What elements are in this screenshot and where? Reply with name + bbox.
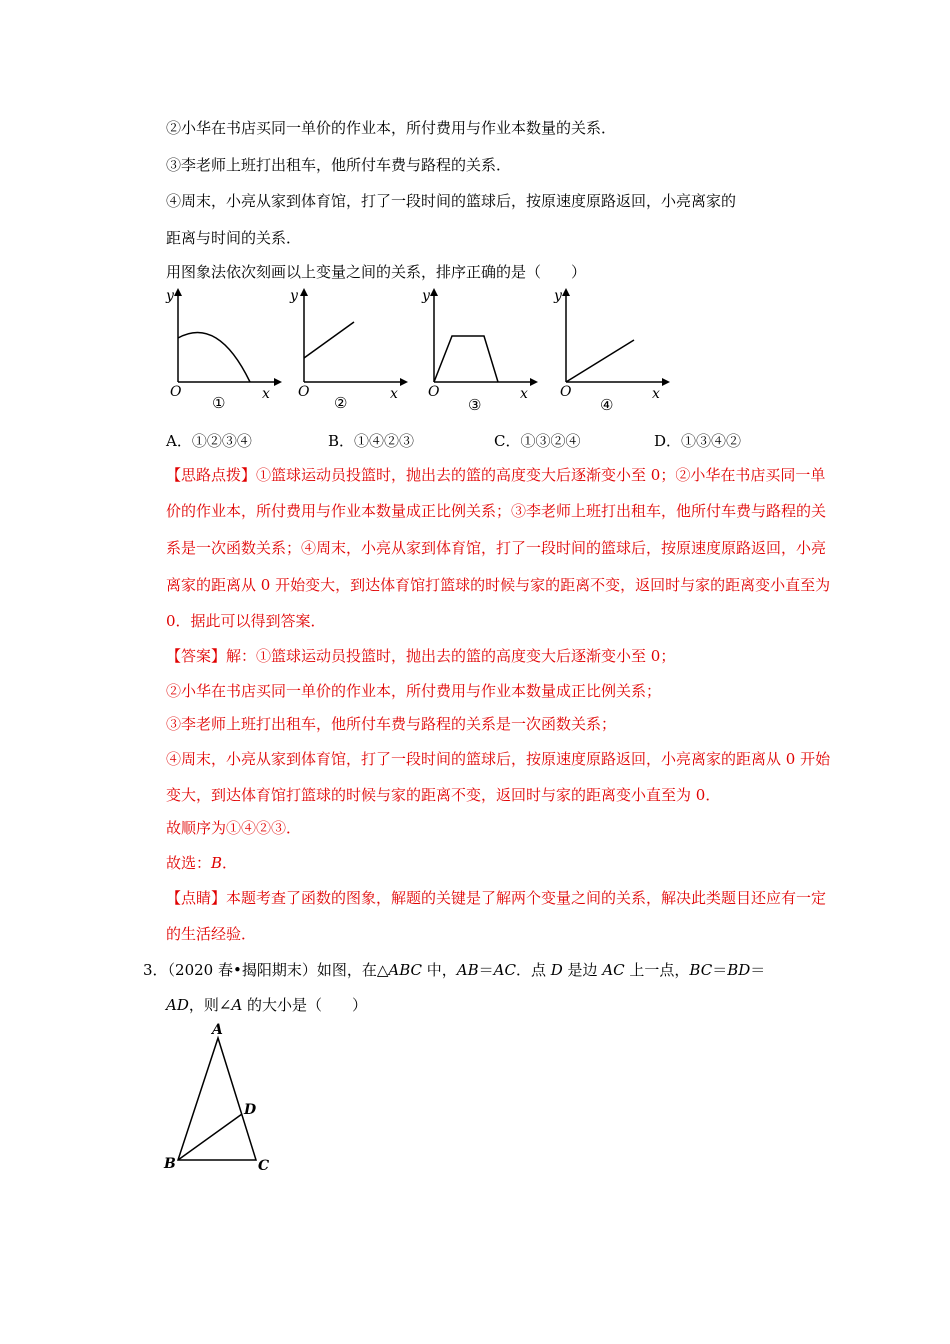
segment-bd (178, 1114, 242, 1160)
question-text: 用图象法依次刻画以上变量之间的关系，排序正确的是（ ） (166, 263, 587, 281)
q3-t8: 是边 (562, 961, 603, 979)
q3-t13: BD (727, 961, 751, 979)
graph-4 (550, 286, 670, 414)
option-c: C．①③②④ (494, 432, 581, 450)
graph-4-y-label: y (554, 288, 562, 304)
comment-line-1: 【点睛】本题考查了函数的图象，解题的关键是了解两个变量之间的关系，解决此类题目还应有一定 (166, 889, 827, 907)
answer-choice (166, 853, 237, 873)
comment-line-2: 的生活经验． (166, 925, 257, 943)
graph-3-origin: O (428, 384, 440, 400)
vertex-a-label: A (212, 1022, 223, 1038)
vertex-c-label: C (258, 1158, 270, 1174)
intro-line-2: ②小华在书店买同一单价的作业本，所付费用与作业本数量的关系． (166, 119, 617, 137)
graph-4-label: ④ (600, 396, 614, 414)
q3-t5: AC (493, 961, 516, 979)
graph-2-origin: O (298, 384, 310, 400)
answer-line-3: ③李老师上班打出租车，他所付车费与路程的关系是一次函数关系； (166, 715, 617, 733)
q3-t10: 上一点， (624, 961, 690, 979)
hint-line-1: 【思路点拨】①篮球运动员投篮时，抛出去的篮的高度变大后逐渐变小至 0；②小华在书店买同一单 (166, 466, 826, 484)
q3-t12: ＝ (712, 961, 728, 979)
option-a: A．①②③④ (166, 432, 252, 450)
graph-1-label: ① (212, 394, 226, 412)
graph-3-trapezoid (434, 336, 498, 382)
intro-line-4-cont: 距离与时间的关系． (166, 229, 302, 247)
graph-1-y-label: y (166, 288, 174, 304)
question-3-line-2 (166, 995, 367, 1015)
graph-2-label: ② (334, 394, 348, 412)
answer-order: 故顺序为①④②③． (166, 819, 302, 837)
graph-3-label: ③ (468, 396, 482, 414)
hint-line-2: 价的作业本，所付费用与作业本数量成正比例关系；③李老师上班打出租车，他所付车费与路程的关 (166, 502, 827, 520)
vertex-b-label: B (164, 1156, 176, 1172)
question-3-number: 3． (143, 961, 168, 979)
q3-source: （2020 春•揭阳期末）如图，在△ (167, 961, 389, 979)
graph-2-line (304, 322, 354, 358)
q3-l2a: AD (166, 996, 189, 1014)
triangle-figure (160, 1020, 290, 1184)
answer-line-2: ②小华在书店买同一单价的作业本，所付费用与作业本数量成正比例关系； (166, 682, 662, 700)
hint-line-5: 0．据此可以得到答案． (166, 612, 326, 630)
q3-t11: BC (689, 961, 713, 979)
triangle-abc (178, 1038, 256, 1160)
q3-t9: AC (602, 961, 625, 979)
hint-line-4: 离家的距离从 0 开始变大，到达体育馆打篮球的时候与家的距离不变，返回时与家的距离变小直至为 (166, 576, 831, 594)
option-b: B．①④②③ (328, 432, 415, 450)
intro-line-4: ④周末，小亮从家到体育馆，打了一段时间的篮球后，按原速度原路返回，小亮离家的 (166, 192, 737, 210)
graph-3-x-label: x (520, 386, 528, 402)
graph-4-origin: O (560, 384, 572, 400)
answer-line-4: ④周末，小亮从家到体育馆，打了一段时间的篮球后，按原速度原路返回，小亮离家的距离从 0 开始 (166, 750, 831, 768)
graph-1-x-label: x (262, 386, 270, 402)
graph-1-curve (178, 333, 250, 383)
q3-t1: ABC (388, 961, 422, 979)
q3-t3: AB (456, 961, 479, 979)
point-d-label: D (244, 1102, 257, 1118)
graph-4-x-label: x (652, 386, 660, 402)
q3-l2b: ，则∠ (188, 996, 232, 1014)
graph-2-x-label: x (390, 386, 398, 402)
answer-choice-prefix: 故选： (166, 854, 212, 872)
q3-l2d: 的大小是（ ） (242, 996, 368, 1014)
graph-2-y-label: y (290, 288, 298, 304)
answer-choice-end: ． (222, 854, 238, 872)
q3-t7: D (550, 961, 563, 979)
question-3-line-1 (143, 960, 765, 980)
option-d: D．①③④② (654, 432, 742, 450)
graph-2 (288, 286, 408, 414)
q3-t6: ．点 (515, 961, 551, 979)
answer-line-1: 【答案】解：①篮球运动员投篮时，抛出去的篮的高度变大后逐渐变小至 0； (166, 647, 676, 665)
q3-l2c: A (231, 996, 243, 1014)
intro-line-3: ③李老师上班打出租车，他所付车费与路程的关系． (166, 156, 512, 174)
graph-3 (418, 286, 538, 414)
answer-choice-letter: B (211, 854, 223, 872)
graph-1 (162, 286, 282, 414)
graph-1-origin: O (170, 384, 182, 400)
hint-line-3: 系是一次函数关系；④周末，小亮从家到体育馆，打了一段时间的篮球后，按原速度原路返回，小亮 (166, 539, 827, 557)
q3-t4: ＝ (478, 961, 494, 979)
q3-t2: 中， (422, 961, 457, 979)
q3-t14: ＝ (750, 961, 766, 979)
answer-line-5: 变大，到达体育馆打篮球的时候与家的距离不变，返回时与家的距离变小直至为 0． (166, 786, 721, 804)
graph-3-y-label: y (422, 288, 430, 304)
graph-4-line (566, 340, 634, 382)
